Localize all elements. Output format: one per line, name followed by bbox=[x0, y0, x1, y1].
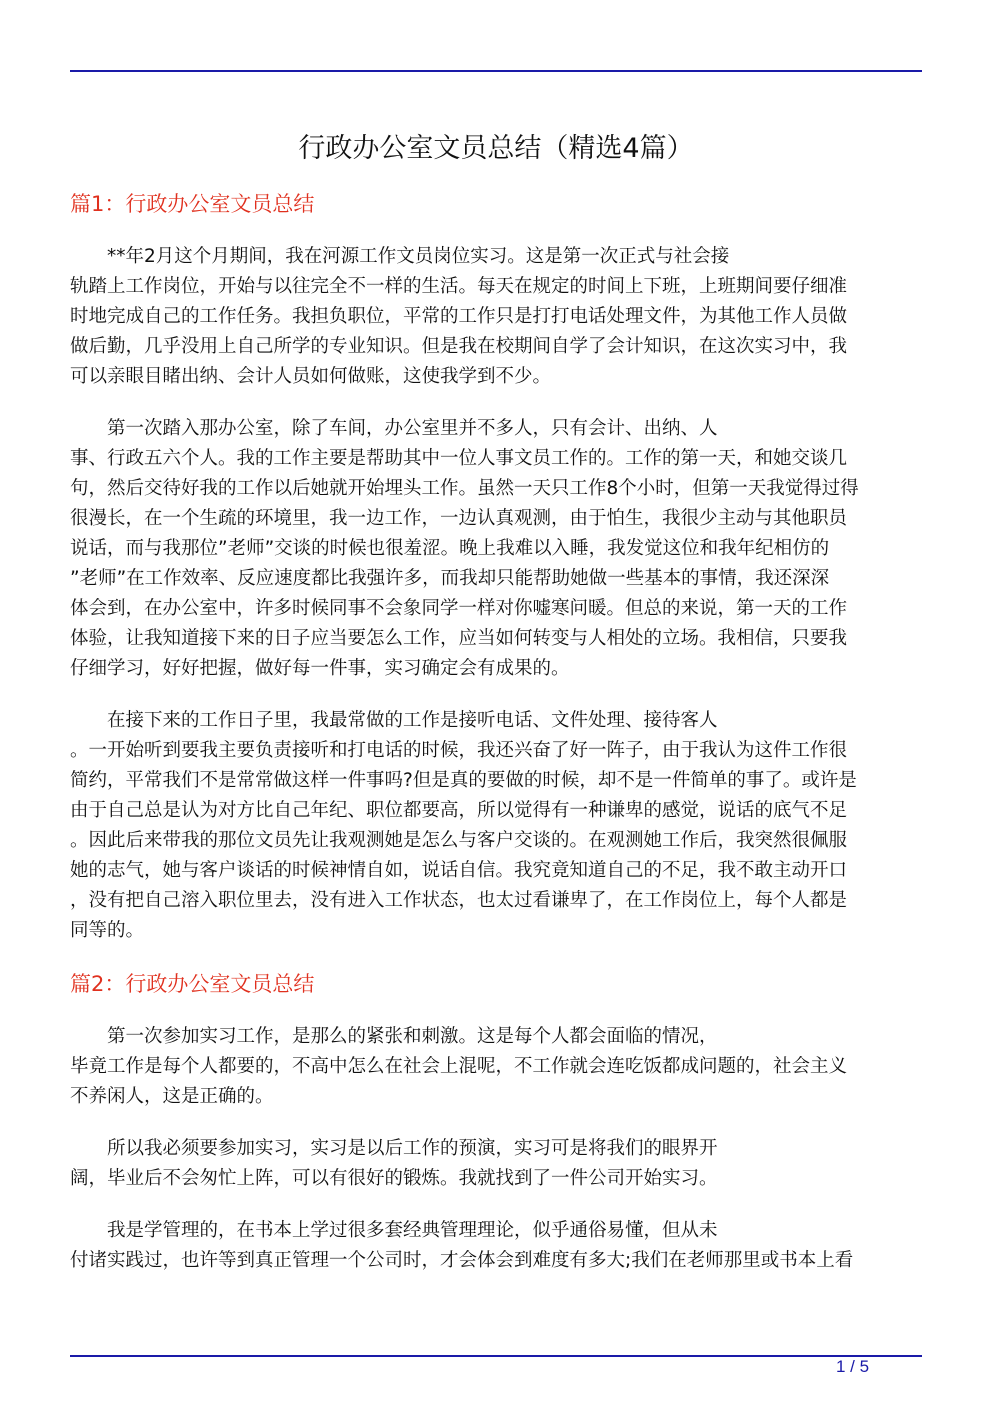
text-line: 她的志气，她与客户谈话的时候神情自如，说话自信。我究竟知道自己的不足，我不敢主动开口 bbox=[70, 860, 848, 881]
text-line: 时地完成自己的工作任务。我担负职位，平常的工作只是打打电话处理文件，为其他工作人员做 bbox=[70, 306, 848, 327]
text-line: 由于自己总是认为对方比自己年纪、职位都要高，所以觉得有一种谦卑的感觉，说话的底气不足 bbox=[70, 800, 848, 821]
document-title: 行政办公室文员总结（精选4篇） bbox=[298, 133, 694, 164]
paragraph bbox=[70, 242, 922, 392]
text-line: 简约，平常我们不是常常做这样一件事吗?但是真的要做的时候，却不是一件简单的事了。或许是 bbox=[70, 770, 857, 791]
header-rule bbox=[70, 70, 922, 72]
text-line: 。一开始听到要我主要负责接听和打电话的时候，我还兴奋了好一阵子，由于我认为这件工作很 bbox=[70, 740, 848, 761]
text-line: 事、行政五六个人。我的工作主要是帮助其中一位人事文员工作的。工作的第一天，和她交谈几 bbox=[70, 448, 848, 469]
section-heading: 篇2：行政办公室文员总结 bbox=[70, 972, 315, 996]
document-body bbox=[70, 188, 922, 1298]
text-line: 做后勤，几乎没用上自己所学的专业知识。但是我在校期间自学了会计知识，在这次实习中，我 bbox=[70, 336, 848, 357]
paragraph bbox=[70, 1216, 922, 1276]
page-number: 1 / 5 bbox=[836, 1357, 870, 1376]
text-line: 同等的。 bbox=[70, 920, 145, 941]
text-line: 仔细学习，好好把握，做好每一件事，实习确定会有成果的。 bbox=[70, 658, 570, 679]
text-line: 第一次踏入那办公室，除了车间，办公室里并不多人，只有会计、出纳、人 bbox=[107, 418, 718, 439]
text-line: 付诸实践过，也许等到真正管理一个公司时，才会体会到难度有多大;我们在老师那里或书本上看 bbox=[70, 1250, 854, 1271]
text-line: 我是学管理的，在书本上学过很多套经典管理理论，似乎通俗易懂，但从未 bbox=[107, 1220, 718, 1241]
text-line: 体验，让我知道接下来的日子应当要怎么工作，应当如何转变与人相处的立场。我相信，只要我 bbox=[70, 628, 848, 649]
text-line: 不养闲人，这是正确的。 bbox=[70, 1086, 274, 1107]
text-line: **年2月这个月期间，我在河源工作文员岗位实习。这是第一次正式与社会接 bbox=[107, 246, 730, 267]
text-line: 轨踏上工作岗位，开始与以往完全不一样的生活。每天在规定的时间上下班，上班期间要仔细准 bbox=[70, 276, 848, 297]
text-line: 。因此后来带我的那位文员先让我观测她是怎么与客户交谈的。在观测她工作后，我突然很佩服 bbox=[70, 830, 848, 851]
text-line: 很漫长，在一个生疏的环境里，我一边工作，一边认真观测，由于怕生，我很少主动与其他职员 bbox=[70, 508, 848, 529]
text-line: 所以我必须要参加实习，实习是以后工作的预演，实习可是将我们的眼界开 bbox=[107, 1138, 718, 1159]
paragraph bbox=[70, 1134, 922, 1194]
text-line: ，没有把自己溶入职位里去，没有进入工作状态，也太过看谦卑了，在工作岗位上，每个人都是 bbox=[70, 890, 848, 911]
text-line: 在接下来的工作日子里，我最常做的工作是接听电话、文件处理、接待客人 bbox=[107, 710, 718, 731]
section-heading: 篇1：行政办公室文员总结 bbox=[70, 192, 315, 216]
text-line: ”老师”在工作效率、反应速度都比我强许多，而我却只能帮助她做一些基本的事情，我还深深 bbox=[70, 568, 830, 589]
paragraph bbox=[70, 706, 922, 946]
text-line: 第一次参加实习工作，是那么的紧张和刺激。这是每个人都会面临的情况， bbox=[107, 1026, 718, 1047]
text-line: 毕竟工作是每个人都要的，不高中怎么在社会上混呢，不工作就会连吃饭都成问题的，社会主义 bbox=[70, 1056, 848, 1077]
text-line: 句，然后交待好我的工作以后她就开始埋头工作。虽然一天只工作8个小时，但第一天我觉得过得 bbox=[70, 478, 859, 499]
footer-rule bbox=[70, 1355, 922, 1357]
text-line: 体会到，在办公室中，许多时候同事不会象同学一样对你嘘寒问暖。但总的来说，第一天的工作 bbox=[70, 598, 848, 619]
text-line: 阔，毕业后不会匆忙上阵，可以有很好的锻炼。我就找到了一件公司开始实习。 bbox=[70, 1168, 718, 1189]
text-line: 说话，而与我那位”老师”交谈的时候也很羞涩。晚上我难以入睡，我发觉这位和我年纪相仿的 bbox=[70, 538, 830, 559]
paragraph bbox=[70, 1022, 922, 1112]
text-line: 可以亲眼目睹出纳、会计人员如何做账，这使我学到不少。 bbox=[70, 366, 552, 387]
paragraph bbox=[70, 414, 922, 684]
